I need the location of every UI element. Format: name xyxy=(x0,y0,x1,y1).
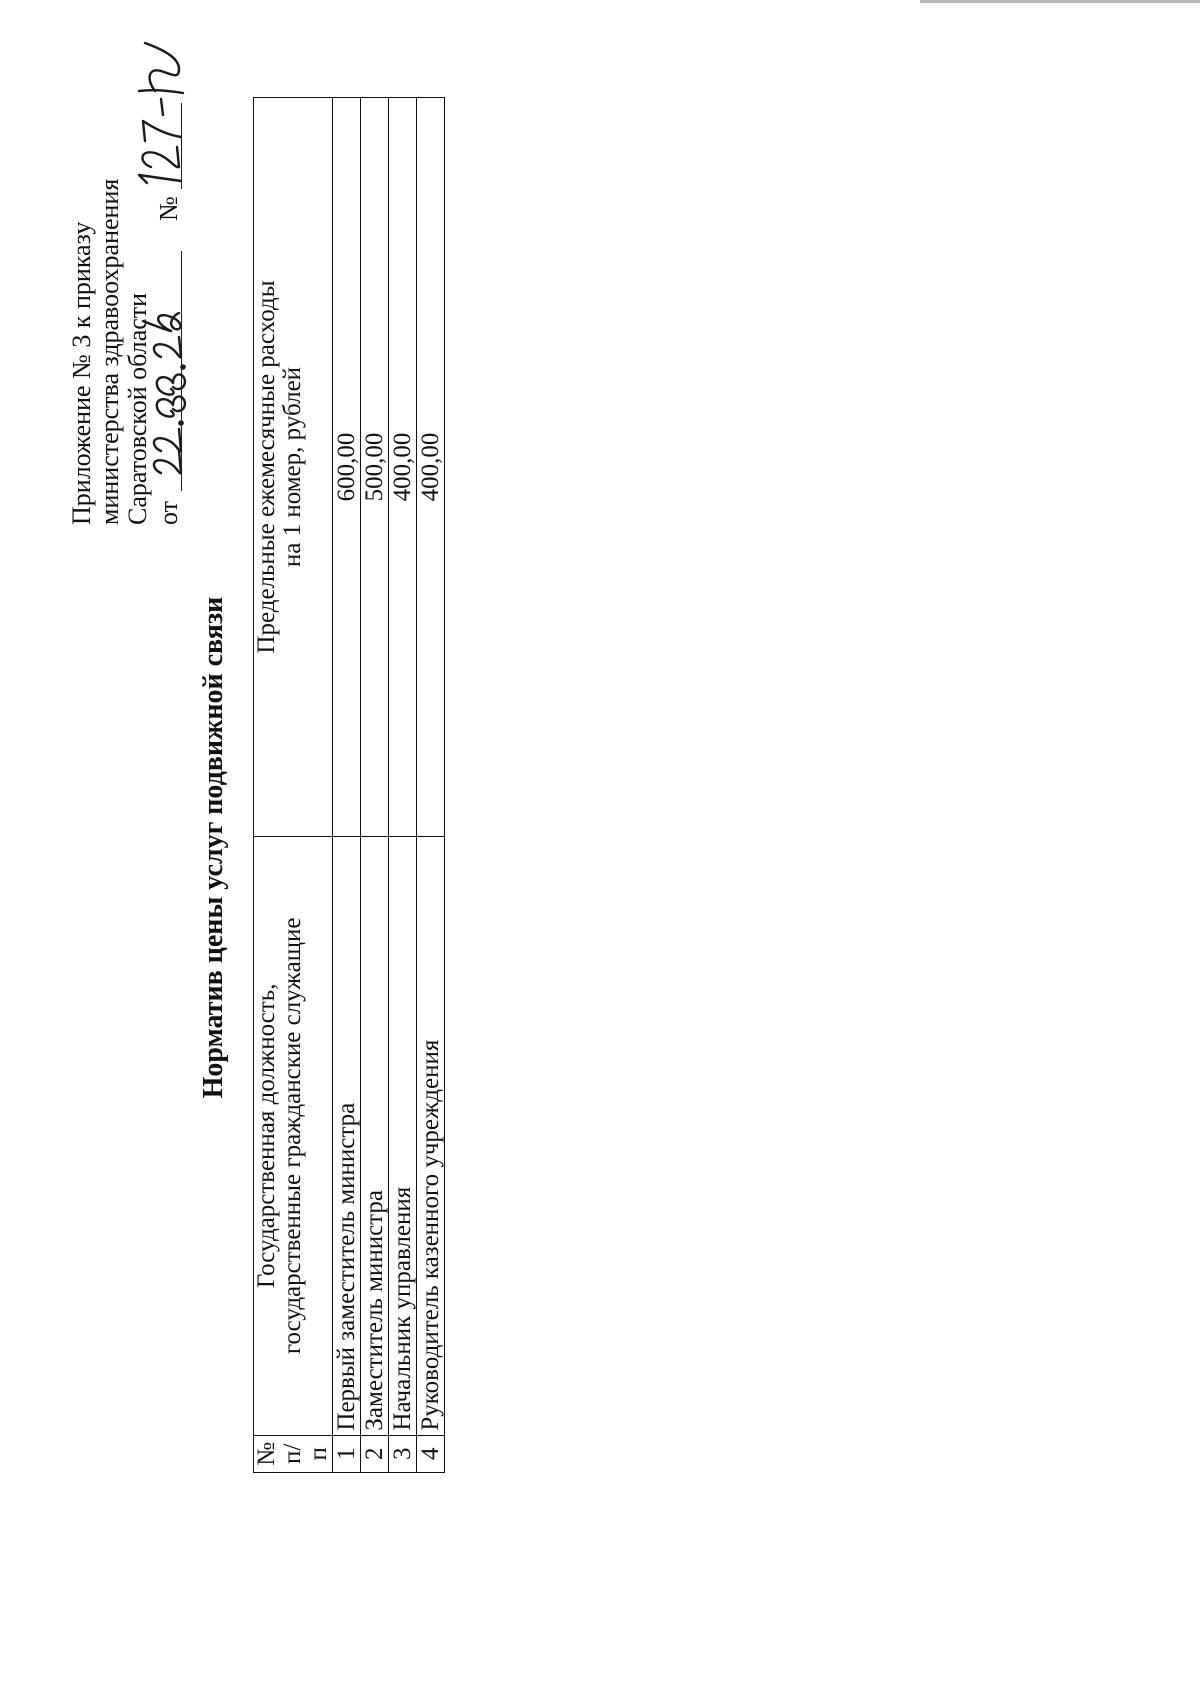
table-row xyxy=(417,98,445,1473)
row-position: Начальник управления xyxy=(389,837,417,1436)
row-number: 2 xyxy=(361,1435,389,1472)
row-number: 4 xyxy=(417,1435,445,1472)
handwritten-date xyxy=(131,301,187,481)
header-position-line-1: Государственная должность, xyxy=(253,983,280,1289)
document-title: Норматив цены услуг подвижной связи xyxy=(198,596,229,1099)
header-number xyxy=(254,1435,333,1472)
date-number-row xyxy=(153,179,187,525)
header-number-line-1: № xyxy=(253,1441,280,1466)
row-position: Руководитель казенного учреждения xyxy=(417,837,445,1436)
row-price: 400,00 xyxy=(417,98,445,837)
table-row xyxy=(389,98,417,1473)
annex-header xyxy=(68,179,187,525)
row-price: 600,00 xyxy=(333,98,361,837)
header-position xyxy=(254,837,333,1436)
row-price: 500,00 xyxy=(361,98,389,837)
number-prefix: № xyxy=(154,196,183,221)
header-position-line-2: государственные гражданские служащие xyxy=(279,917,306,1355)
header-price xyxy=(254,98,333,837)
norm-table xyxy=(253,97,445,1473)
annex-line-3: Саратовской области xyxy=(123,292,152,525)
row-position: Заместитель министра xyxy=(361,837,389,1436)
table-row xyxy=(361,98,389,1473)
table-row xyxy=(333,98,361,1473)
handwritten-number xyxy=(125,39,189,189)
table-header-row xyxy=(254,98,333,1473)
header-number-line-2: п/п xyxy=(279,1443,332,1464)
header-price-line-1: Предельные ежемесячные расходы xyxy=(253,280,280,654)
row-number: 1 xyxy=(333,1435,361,1472)
annex-line-2: министерства здравоохранения xyxy=(95,178,124,525)
row-number: 3 xyxy=(389,1435,417,1472)
row-price: 400,00 xyxy=(389,98,417,837)
header-price-line-2: на 1 номер, рублей xyxy=(279,366,306,568)
annex-line-1: Приложение № 3 к приказу xyxy=(67,221,96,525)
date-prefix: от xyxy=(154,500,183,525)
row-position: Первый заместитель министра xyxy=(333,837,361,1436)
